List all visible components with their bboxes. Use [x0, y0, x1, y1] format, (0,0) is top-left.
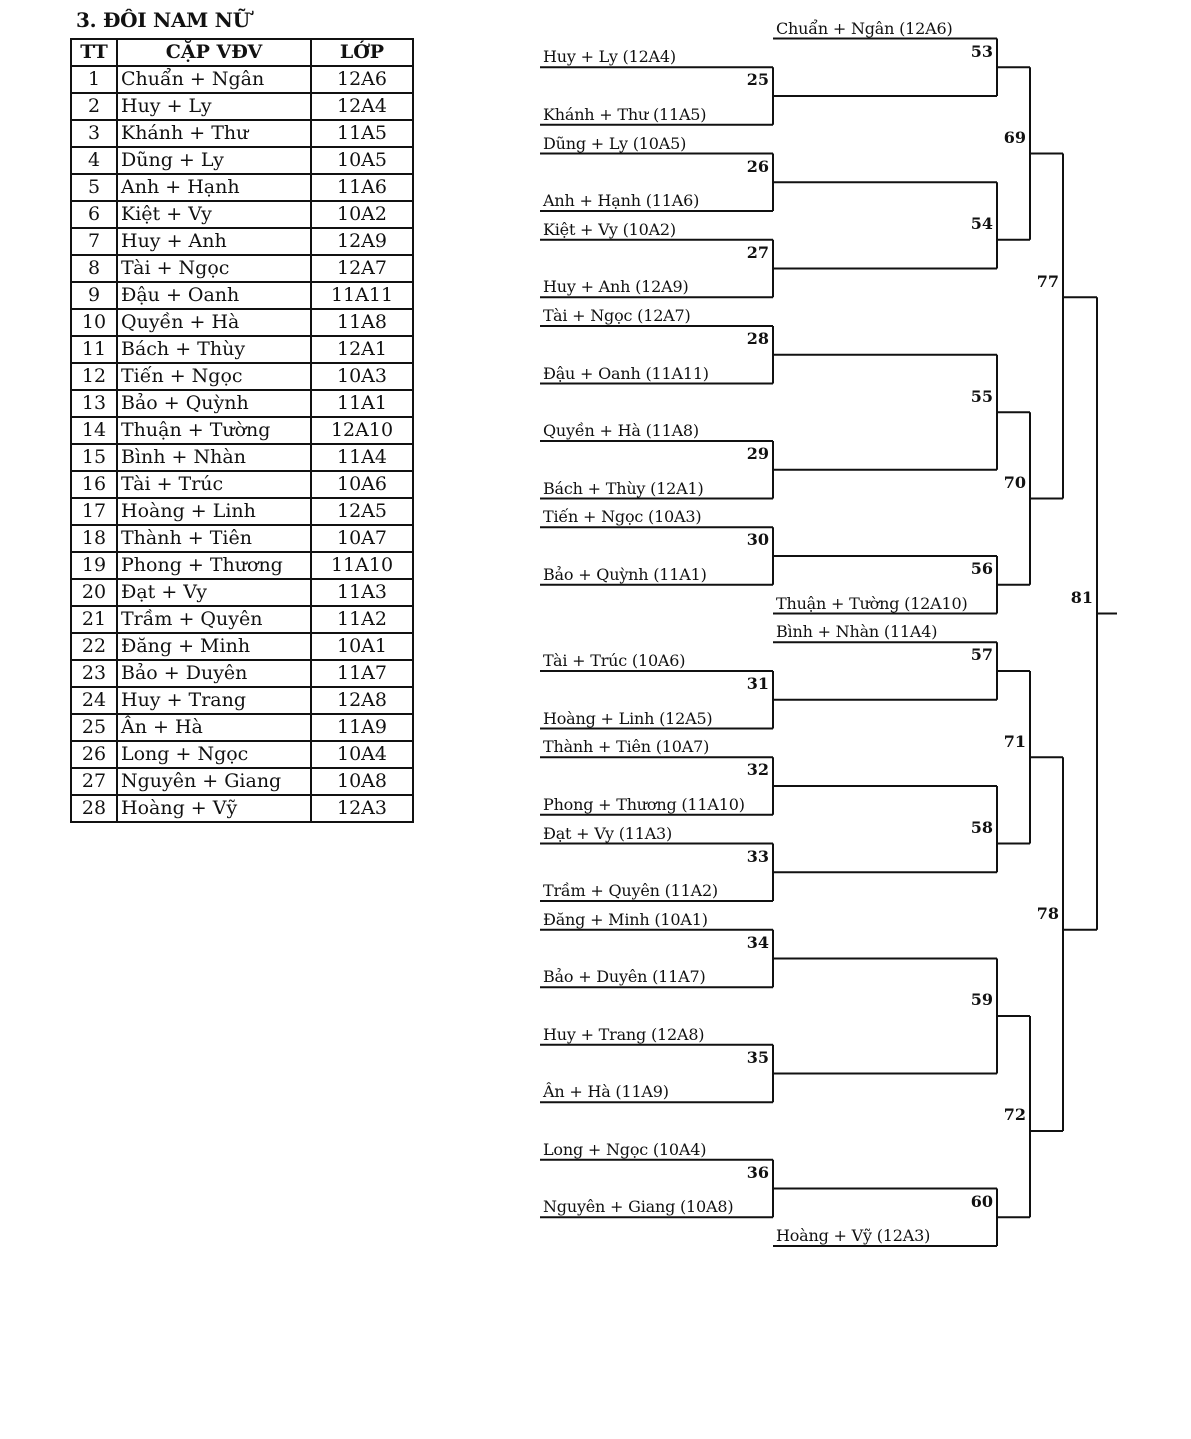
row-number: 25: [71, 714, 117, 741]
match-number: 53: [970, 41, 993, 61]
row-pair: Tiến + Ngọc: [117, 363, 311, 390]
row-number: 20: [71, 579, 117, 606]
row-pair: Tài + Ngọc: [117, 255, 311, 282]
entrant-label: Đăng + Minh (10A1): [543, 909, 708, 929]
row-number: 10: [71, 309, 117, 336]
row-class: 12A8: [311, 687, 413, 714]
entrant-label: Dũng + Ly (10A5): [543, 133, 687, 153]
row-number: 1: [71, 66, 117, 93]
row-number: 6: [71, 201, 117, 228]
row-number: 7: [71, 228, 117, 255]
row-class: 10A2: [311, 201, 413, 228]
row-class: 12A4: [311, 93, 413, 120]
row-number: 19: [71, 552, 117, 579]
match-number: 81: [1070, 587, 1093, 607]
row-number: 4: [71, 147, 117, 174]
row-number: 23: [71, 660, 117, 687]
match-number: 60: [970, 1191, 993, 1211]
entrant-label: Khánh + Thư (11A5): [543, 104, 707, 124]
row-pair: Đậu + Oanh: [117, 282, 311, 309]
row-class: 11A6: [311, 174, 413, 201]
row-pair: Thành + Tiên: [117, 525, 311, 552]
row-class: 12A1: [311, 336, 413, 363]
match-number: 56: [970, 559, 993, 578]
row-class: 11A8: [311, 309, 413, 336]
row-pair: Đạt + Vy: [117, 579, 311, 606]
match-number: 25: [746, 70, 769, 90]
row-pair: Ân + Hà: [117, 714, 311, 741]
match-number: 54: [970, 214, 993, 233]
match-number: 29: [746, 444, 769, 463]
row-pair: Bảo + Duyên: [117, 660, 311, 687]
row-pair: Nguyên + Giang: [117, 768, 311, 795]
row-class: 12A10: [311, 417, 413, 444]
row-number: 24: [71, 687, 117, 714]
row-class: 11A11: [311, 282, 413, 309]
match-number: 72: [1003, 1105, 1026, 1125]
entrant-label: Huy + Ly (12A4): [543, 47, 676, 67]
row-number: 13: [71, 390, 117, 417]
row-pair: Bảo + Quỳnh: [117, 390, 311, 417]
row-number: 14: [71, 417, 117, 444]
row-number: 22: [71, 633, 117, 660]
row-number: 3: [71, 120, 117, 147]
entrant-label: Hoàng + Linh (12A5): [543, 708, 713, 728]
entrant-label: Quyền + Hà (11A8): [543, 421, 699, 440]
row-pair: Huy + Ly: [117, 93, 311, 120]
entrant-label: Thuận + Tường (12A10): [776, 593, 968, 613]
row-number: 9: [71, 282, 117, 309]
row-class: 11A4: [311, 444, 413, 471]
match-number: 78: [1036, 904, 1059, 923]
match-number: 70: [1003, 472, 1026, 492]
row-pair: Bình + Nhàn: [117, 444, 311, 471]
row-number: 26: [71, 741, 117, 768]
row-pair: Trầm + Quyên: [117, 606, 311, 633]
row-number: 16: [71, 471, 117, 498]
row-pair: Khánh + Thư: [117, 120, 311, 147]
row-pair: Long + Ngọc: [117, 741, 311, 768]
header-tt: TT: [71, 39, 117, 66]
entrant-label: Bình + Nhàn (11A4): [776, 622, 938, 642]
match-number: 58: [970, 817, 993, 837]
entrant-label: Thành + Tiên (10A7): [543, 737, 710, 757]
entrant-label: Phong + Thương (11A10): [543, 794, 745, 814]
row-class: 11A1: [311, 390, 413, 417]
row-number: 11: [71, 336, 117, 363]
row-class: 12A7: [311, 255, 413, 282]
row-pair: Dũng + Ly: [117, 147, 311, 174]
row-class: 10A3: [311, 363, 413, 390]
row-pair: Đăng + Minh: [117, 633, 311, 660]
match-number: 71: [1003, 731, 1026, 751]
row-class: 12A6: [311, 66, 413, 93]
row-pair: Hoàng + Linh: [117, 498, 311, 525]
row-class: 10A5: [311, 147, 413, 174]
match-number: 27: [746, 242, 769, 262]
entrant-label: Tài + Ngọc (12A7): [543, 306, 691, 325]
row-class: 11A7: [311, 660, 413, 687]
row-number: 27: [71, 768, 117, 795]
row-class: 11A9: [311, 714, 413, 741]
match-number: 30: [746, 530, 769, 550]
match-number: 57: [970, 645, 993, 665]
row-class: 11A3: [311, 579, 413, 606]
row-number: 15: [71, 444, 117, 471]
entrant-label: Đậu + Oanh (11A11): [543, 363, 709, 383]
match-number: 69: [1003, 127, 1026, 147]
row-class: 10A1: [311, 633, 413, 660]
row-pair: Huy + Anh: [117, 228, 311, 255]
entrant-label: Kiệt + Vy (10A2): [543, 219, 676, 239]
row-number: 21: [71, 606, 117, 633]
row-class: 12A5: [311, 498, 413, 525]
match-number: 33: [746, 846, 769, 866]
entrant-label: Hoàng + Vỹ (12A3): [776, 1226, 931, 1245]
entrant-label: Ân + Hà (11A9): [543, 1082, 669, 1102]
row-number: 18: [71, 525, 117, 552]
entrant-label: Tiến + Ngọc (10A3): [543, 507, 702, 527]
match-number: 35: [746, 1047, 769, 1067]
row-number: 12: [71, 363, 117, 390]
entrant-label: Tài + Trúc (10A6): [543, 651, 686, 670]
row-number: 17: [71, 498, 117, 525]
row-class: 10A4: [311, 741, 413, 768]
entrant-label: Bảo + Duyên (11A7): [543, 967, 706, 987]
row-pair: Quyền + Hà: [117, 309, 311, 336]
match-number: 55: [970, 386, 993, 406]
row-class: 10A7: [311, 525, 413, 552]
row-pair: Hoàng + Vỹ: [117, 795, 311, 822]
match-number: 28: [746, 329, 769, 348]
match-number: 59: [970, 990, 993, 1010]
entrant-label: Long + Ngọc (10A4): [543, 1139, 707, 1159]
match-number: 34: [746, 932, 769, 952]
row-pair: Kiệt + Vy: [117, 201, 311, 228]
row-class: 11A10: [311, 552, 413, 579]
row-class: 12A9: [311, 228, 413, 255]
row-pair: Phong + Thương: [117, 552, 311, 579]
row-class: 11A5: [311, 120, 413, 147]
row-class: 10A6: [311, 471, 413, 498]
row-number: 5: [71, 174, 117, 201]
row-pair: Thuận + Tường: [117, 417, 311, 444]
match-number: 32: [746, 760, 769, 780]
section-title: 3. ĐÔI NAM NỮ: [76, 8, 250, 32]
row-class: 12A3: [311, 795, 413, 822]
entrant-label: Trầm + Quyên (11A2): [543, 881, 718, 900]
header-pair: CẶP VĐV: [117, 39, 311, 66]
match-number: 36: [746, 1162, 769, 1182]
entrant-label: Bảo + Quỳnh (11A1): [543, 564, 707, 584]
match-number: 31: [746, 674, 769, 693]
row-pair: Chuẩn + Ngân: [117, 66, 311, 93]
row-class: 10A8: [311, 768, 413, 795]
entrant-label: Chuẩn + Ngân (12A6): [776, 18, 953, 38]
row-pair: Tài + Trúc: [117, 471, 311, 498]
row-class: 11A2: [311, 606, 413, 633]
entrant-label: Nguyên + Giang (10A8): [543, 1197, 734, 1217]
entrant-label: Anh + Hạnh (11A6): [543, 191, 700, 210]
entrant-label: Huy + Anh (12A9): [543, 277, 689, 297]
row-pair: Huy + Trang: [117, 687, 311, 714]
match-number: 77: [1036, 271, 1059, 291]
entrant-label: Huy + Trang (12A8): [543, 1024, 705, 1044]
row-pair: Anh + Hạnh: [117, 174, 311, 201]
entrant-label: Đạt + Vy (11A3): [543, 823, 673, 843]
row-pair: Bách + Thùy: [117, 336, 311, 363]
match-number: 26: [746, 156, 769, 176]
row-number: 8: [71, 255, 117, 282]
row-number: 2: [71, 93, 117, 120]
entrant-label: Bách + Thùy (12A1): [543, 478, 704, 498]
row-number: 28: [71, 795, 117, 822]
header-class: LỚP: [311, 39, 413, 66]
